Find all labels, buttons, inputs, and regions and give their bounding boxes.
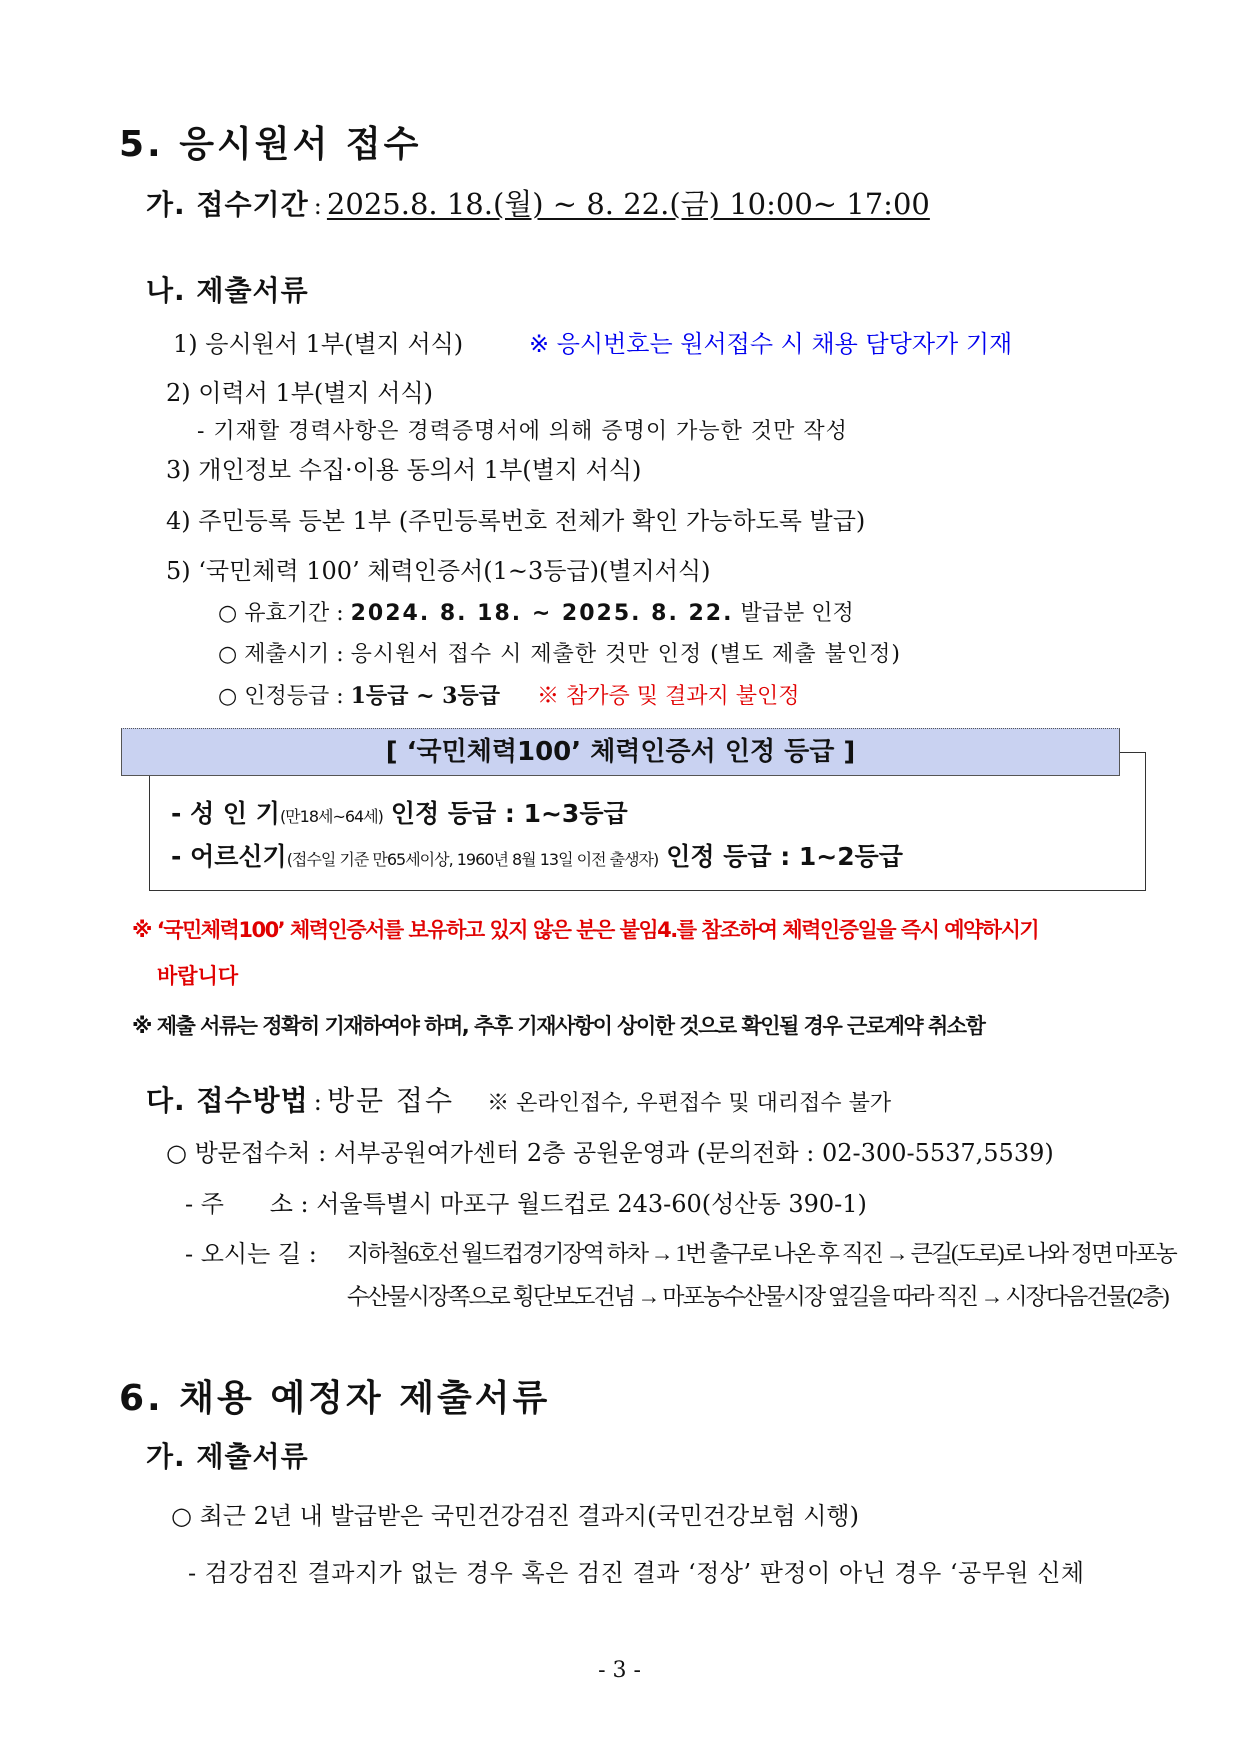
method-line xyxy=(146,1085,891,1117)
grade-senior-age: (접수일 기준 만65세이상, 1960년 8월 13일 이전 출생자) xyxy=(286,850,659,869)
fitness-timing-value: 응시원서 접수 시 제출한 것만 인정 (별도 제출 불인정) xyxy=(350,642,902,667)
route-line-1: 지하철6호선 월드컵경기장역 하차 → 1번 출구로 나온 후 직진 → 큰길(도로)로 나와 정면 마포농 xyxy=(347,1241,1176,1266)
address-line xyxy=(185,1191,867,1219)
grade-adult-prefix: - 성 인 기 xyxy=(171,799,280,828)
health-check-sub: - 검강검진 결과지가 없는 경우 혹은 검진 결과 ‘정상’ 판정이 아닌 경우 ‘공무원 신체 xyxy=(188,1559,1085,1587)
fitness-validity-label: ○ 유효기간 : xyxy=(218,601,344,626)
fitness-validity-suffix: 발급분 인정 xyxy=(740,601,854,626)
route-label: - 오시는 길 : xyxy=(185,1240,317,1268)
doc-item-5: 5) ‘국민체력 100’ 체력인증서(1~3등급)(별지서식) xyxy=(166,557,711,585)
visit-place: ○ 방문접수처 : 서부공원여가센터 2층 공원운영과 (문의전화 : 02-300-5537,5539) xyxy=(166,1139,1054,1167)
grade-senior xyxy=(171,843,903,872)
grade-box xyxy=(149,776,1146,891)
health-check-item: ○ 최근 2년 내 발급받은 국민건강검진 결과지(국민건강보험 시행) xyxy=(171,1502,859,1530)
section-6-title: 6. 채용 예정자 제출서류 xyxy=(119,1378,551,1419)
section-5-title: 5. 응시원서 접수 xyxy=(119,124,422,165)
doc-item-3: 3) 개인정보 수집·이용 동의서 1부(별지 서식) xyxy=(166,456,642,484)
grade-box-corner xyxy=(1120,752,1146,776)
receipt-period-line xyxy=(146,188,930,221)
fitness-grade-note: ※ 참가증 및 결과지 불인정 xyxy=(537,684,800,709)
grade-adult xyxy=(171,800,628,829)
grade-adult-age: (만18세~64세) xyxy=(279,807,383,826)
fitness-grade-value: 1등급 ~ 3등급 xyxy=(350,683,500,709)
fitness-grade xyxy=(218,684,800,709)
doc-item-4: 4) 주민등록 등본 1부 (주민등록번호 전체가 확인 가능하도록 발급) xyxy=(166,507,866,535)
grade-senior-prefix: - 어르신기 xyxy=(171,842,287,871)
fitness-timing-label: ○ 제출시기 : xyxy=(218,642,344,667)
fitness-grade-label: ○ 인정등급 : xyxy=(218,684,344,709)
doc-item-1-text: 1) 응시원서 1부(별지 서식) xyxy=(173,330,464,358)
doc-item-2: 2) 이력서 1부(별지 서식) xyxy=(166,379,433,407)
doc-item-1 xyxy=(173,331,463,359)
receipt-period-dates: 2025.8. 18.(월) ~ 8. 22.(금) 10:00~ 17:00 xyxy=(326,187,930,221)
receipt-period-colon: : xyxy=(313,192,322,220)
address-label: - 주 소 : xyxy=(185,1190,309,1218)
receipt-period-label: 가. 접수기간 xyxy=(146,188,309,221)
method-note: ※ 온라인접수, 우편접수 및 대리접수 불가 xyxy=(487,1091,892,1116)
doc-item-1-note: ※ 응시번호는 원서접수 시 채용 담당자가 기재 xyxy=(529,330,1013,358)
fitness-timing xyxy=(218,642,901,667)
documents-heading: 나. 제출서류 xyxy=(146,274,309,307)
page-number: - 3 - xyxy=(598,1658,641,1683)
warning-red-line-2: 바랍니다 xyxy=(157,964,239,988)
warning-black: ※ 제출 서류는 정확히 기재하여야 하며, 추후 기재사항이 상이한 것으로 확인될 경우 근로계약 취소함 xyxy=(132,1014,985,1038)
grade-senior-text: 인정 등급 : 1~2등급 xyxy=(666,842,903,871)
method-value: 방문 접수 xyxy=(326,1084,455,1117)
fitness-validity xyxy=(218,601,854,626)
method-colon: : xyxy=(313,1088,322,1116)
grade-adult-text: 인정 등급 : 1~3등급 xyxy=(390,799,628,828)
warning-red-line-1: ※ ‘국민체력100’ 체력인증서를 보유하고 있지 않은 분은 붙임4.를 참조하여 체력인증일을 즉시 예약하시기 xyxy=(132,918,1039,942)
address-value: 서울특별시 마포구 월드컵로 243-60(성산동 390-1) xyxy=(316,1190,867,1218)
grade-box-title: [ ‘국민체력100’ 체력인증서 인정 등급 ] xyxy=(121,728,1120,776)
section-6-documents-heading: 가. 제출서류 xyxy=(146,1440,309,1473)
route-line-2: 수산물시장쪽으로 횡단보도건넘 → 마포농수산물시장 옆길을 따라 직진 → 시장다음건물(2층) xyxy=(347,1284,1168,1309)
method-label: 다. 접수방법 xyxy=(146,1084,309,1117)
doc-item-2-sub: - 기재할 경력사항은 경력증명서에 의해 증명이 가능한 것만 작성 xyxy=(197,419,848,444)
fitness-validity-value: 2024. 8. 18. ~ 2025. 8. 22. xyxy=(350,601,734,626)
